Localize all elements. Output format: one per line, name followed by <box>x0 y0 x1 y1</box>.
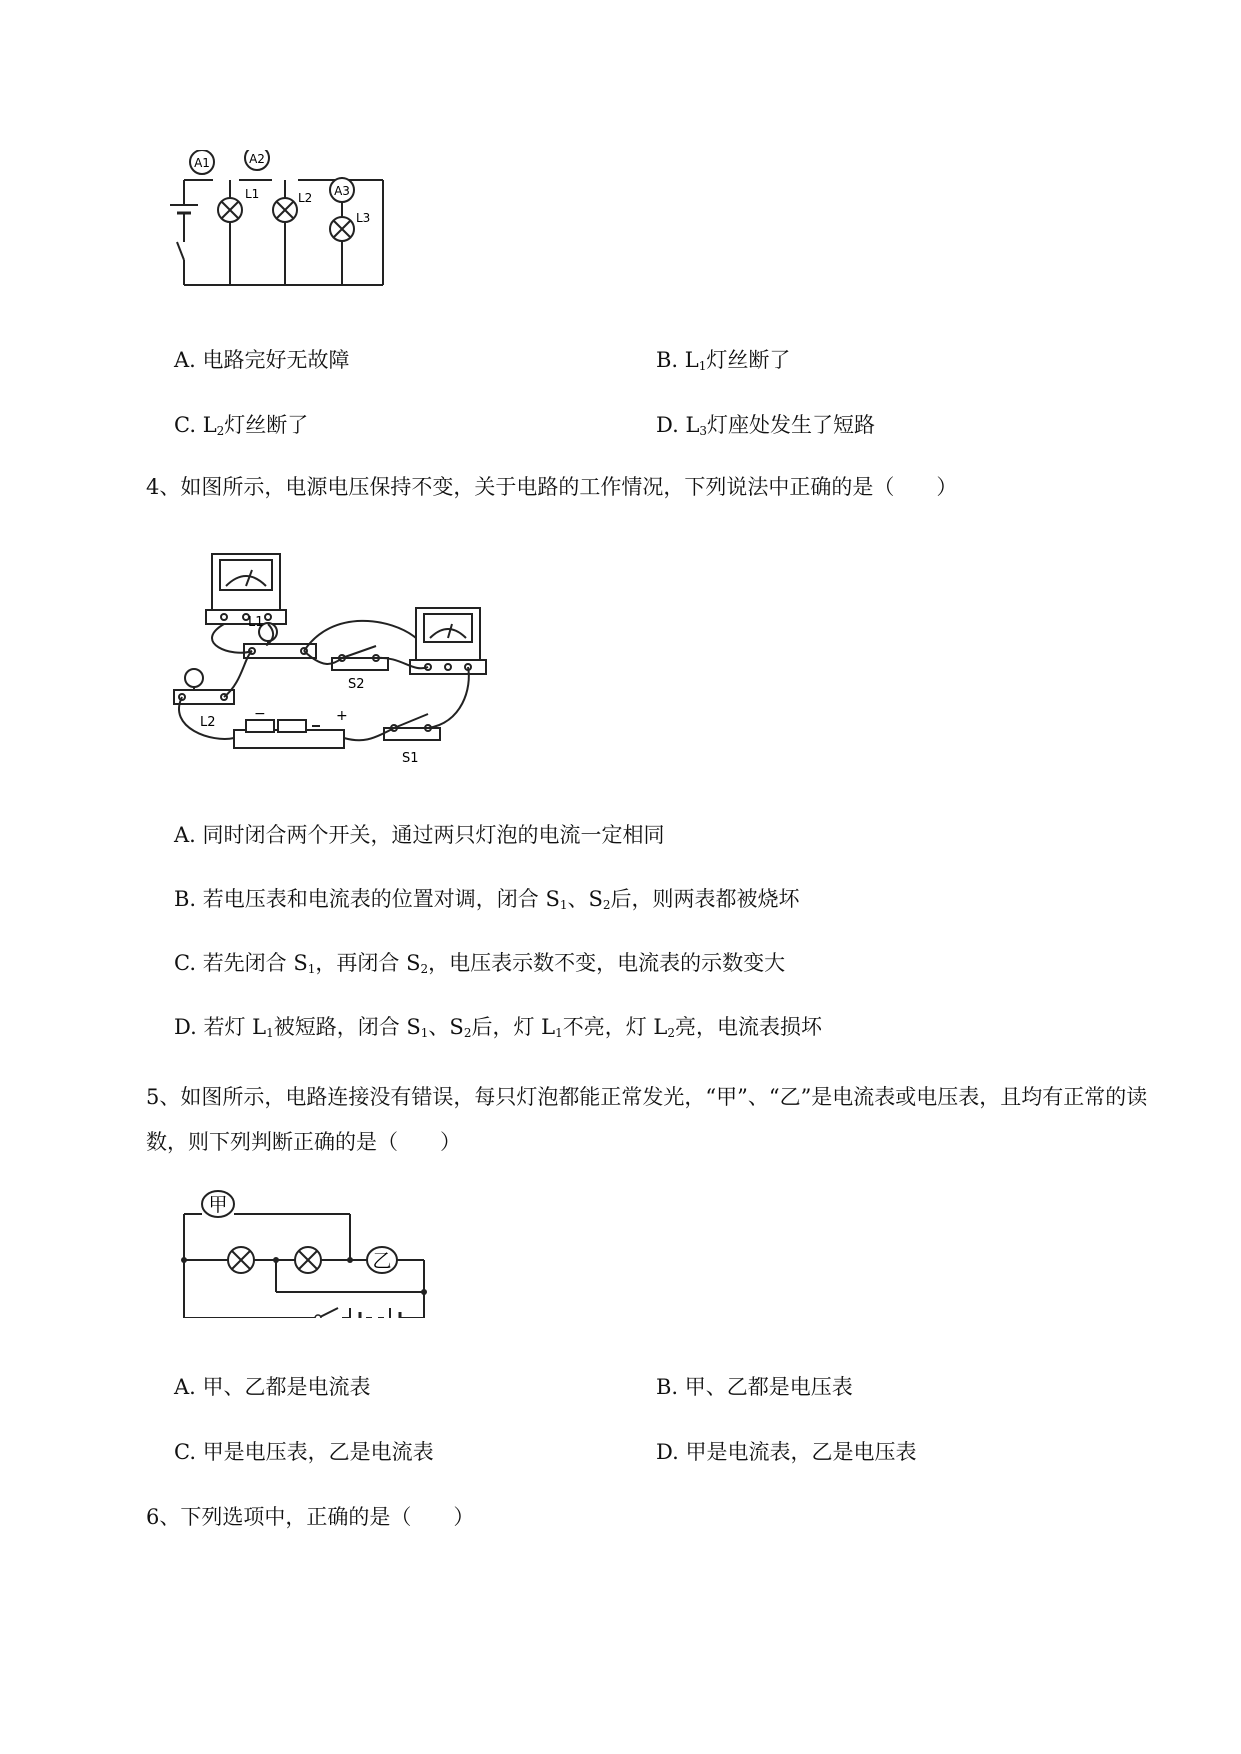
q5-option-d[interactable]: D. 甲是电流表，乙是电压表 <box>656 1440 917 1464</box>
q3-option-b[interactable]: B. $L_1$灯丝断了 <box>656 348 791 373</box>
q4-physical-circuit-diagram <box>172 548 502 778</box>
meter-yi-icon <box>367 1247 397 1273</box>
battery-icon <box>234 720 344 748</box>
label-l2: L2 <box>298 191 313 205</box>
q4-option-c[interactable]: C. 若先闭合 $S_1$，再闭合 $S_2$，电压表示数不变，电流表的示数变大 <box>174 951 786 976</box>
lamp-2-icon <box>295 1247 321 1273</box>
q5-option-b[interactable]: B. 甲、乙都是电压表 <box>656 1375 853 1399</box>
label-l1: L1 <box>245 187 260 201</box>
meter-jia-icon <box>202 1191 234 1217</box>
q5-option-a[interactable]: A. 甲、乙都是电流表 <box>174 1375 371 1399</box>
svg-text:A3: A3 <box>334 184 350 198</box>
q4-option-a[interactable]: A. 同时闭合两个开关，通过两只灯泡的电流一定相同 <box>174 823 665 847</box>
svg-text:A2: A2 <box>249 152 265 166</box>
lamp-l2-icon <box>174 669 234 704</box>
q5-circuit-diagram <box>178 1188 438 1318</box>
q4-stem: 4、如图所示，电源电压保持不变，关于电路的工作情况，下列说法中正确的是（ ） <box>146 475 958 499</box>
lamp-l2-icon <box>273 198 297 222</box>
ammeter-a1-icon <box>190 150 214 174</box>
svg-text:A1: A1 <box>194 156 210 170</box>
q3-option-a[interactable]: A. 电路完好无故障 <box>174 348 350 372</box>
ammeter-a3-icon <box>330 178 354 202</box>
voltmeter-icon <box>206 554 286 624</box>
label-minus: − <box>254 706 266 722</box>
q3-circuit-diagram <box>160 150 430 290</box>
q3-option-c[interactable]: C. $L_2$灯丝断了 <box>174 413 309 438</box>
q4-option-d[interactable]: D. 若灯 $L_1$被短路，闭合 $S_1$、$S_2$后，灯 $L_1$不亮，灯 $L_2$亮，电流表损坏 <box>174 1015 822 1040</box>
label-plus: + <box>336 708 348 724</box>
label-l2: L2 <box>200 715 216 730</box>
label-s1: S1 <box>402 751 419 766</box>
lamp-l1-icon <box>218 198 242 222</box>
ammeter-icon <box>410 608 486 674</box>
label-s2: S2 <box>348 677 365 692</box>
svg-text:甲: 甲 <box>208 1194 228 1216</box>
q5-stem: 5、如图所示，电路连接没有错误，每只灯泡都能正常发光，“甲”、“乙”是电流表或电压表，且均有正常的读数，则下列判断正确的是（ ） <box>146 1085 1148 1154</box>
lamp-1-icon <box>228 1247 254 1273</box>
q6-stem: 6、下列选项中，正确的是（ ） <box>146 1505 475 1529</box>
label-l3: L3 <box>356 211 371 225</box>
ammeter-a2-icon <box>245 150 269 170</box>
q3-option-d[interactable]: D. $L_3$灯座处发生了短路 <box>656 413 876 438</box>
lamp-l3-icon <box>330 217 354 241</box>
label-l1: L1 <box>248 615 264 630</box>
svg-text:乙: 乙 <box>372 1250 392 1272</box>
q4-option-b[interactable]: B. 若电压表和电流表的位置对调，闭合 $S_1$、$S_2$后，则两表都被烧坏 <box>174 887 800 912</box>
q5-option-c[interactable]: C. 甲是电压表，乙是电流表 <box>174 1440 434 1464</box>
